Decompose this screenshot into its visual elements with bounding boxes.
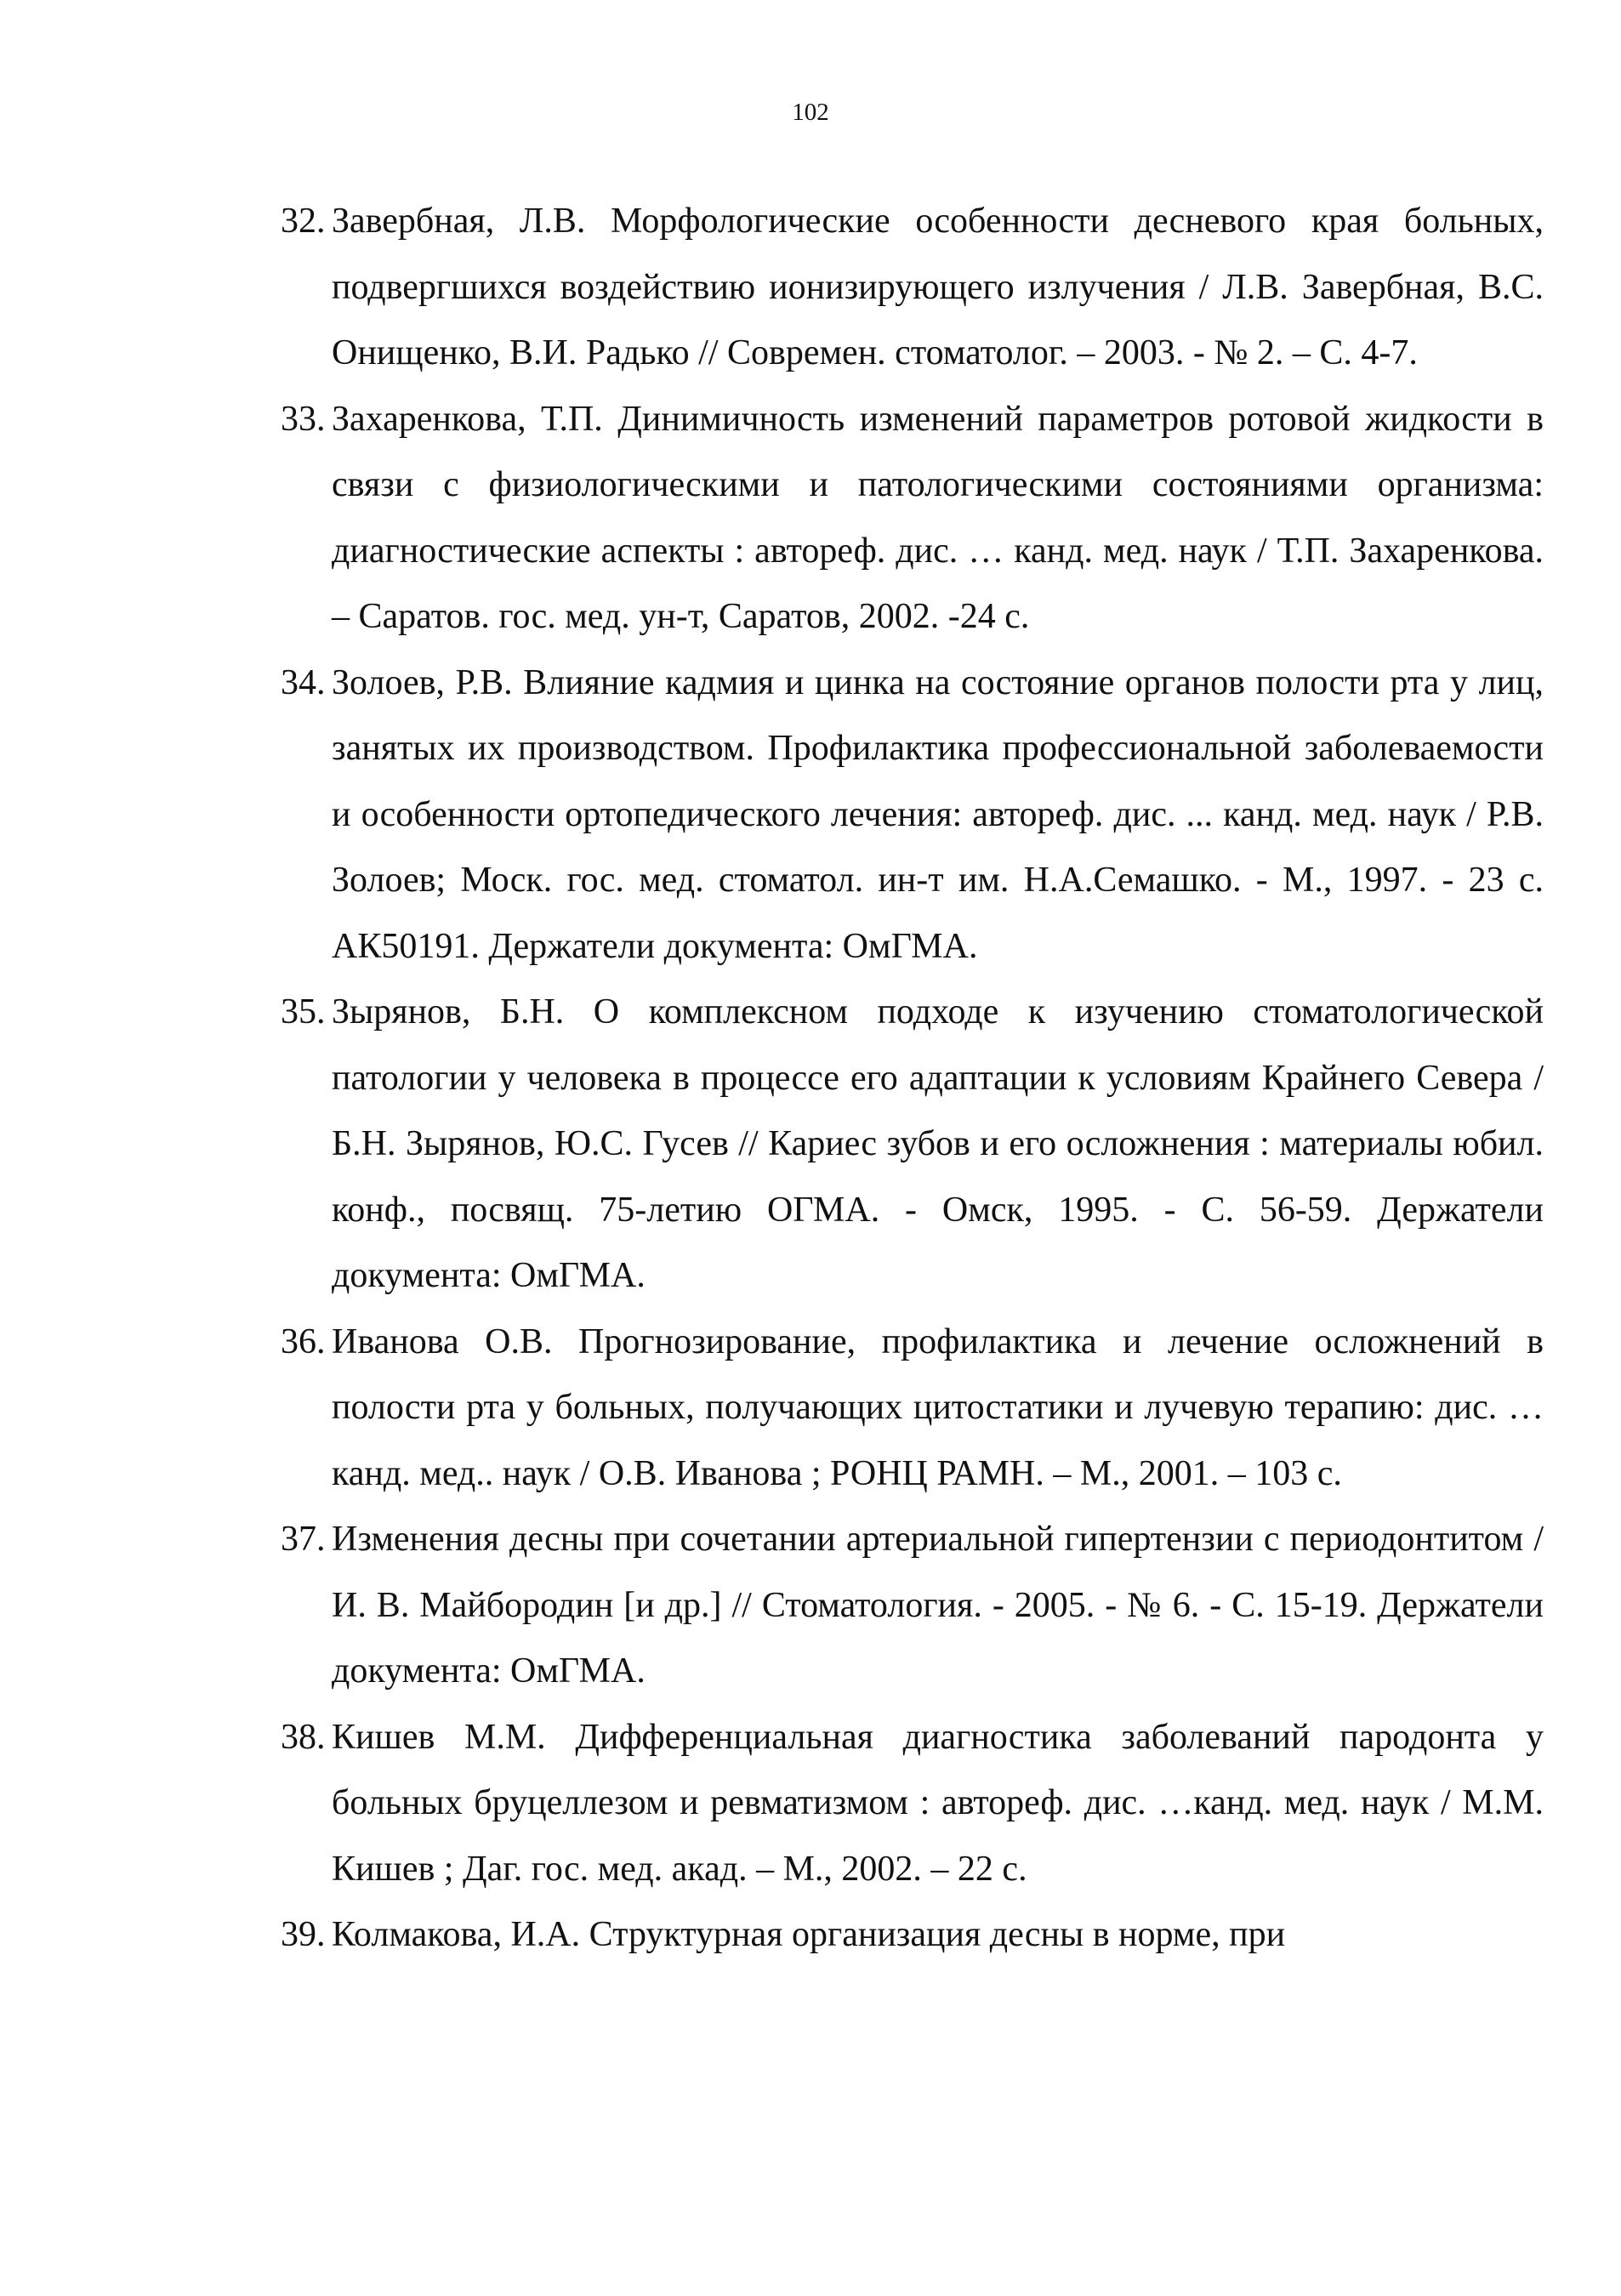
- reference-number: 36.: [281, 1321, 326, 1361]
- reference-text: Зырянов, Б.Н. О комплексном подходе к изучению стоматологической патологии у человека в процессе его адаптации к условиям Крайнего Севера / Б.Н. Зырянов, Ю.С. Гусев // Кариес зубов и его осложнения : материалы юбил. конф., посвящ. 75-летию ОГМА. - Омск, 1995. - С. 56-59. Держатели документа: ОмГМА.: [332, 992, 1544, 1295]
- reference-item: [281, 387, 1544, 651]
- reference-number: 32.: [281, 202, 326, 241]
- reference-item: [281, 1310, 1544, 1508]
- reference-text: Золоев, Р.В. Влияние кадмия и цинка на состояние органов полости рта у лиц, занятых их производством. Профилактика профессиональной заболеваемости и особенности ортопедического лечения: автореф. дис. ... канд. мед. наук / Р.В. Золоев; Моск. гос. мед. стоматол. ин-т им. Н.А.Семашко. - М., 1997. - 23 с. АК50191. Держатели документа: ОмГМА.: [332, 662, 1544, 966]
- reference-text: Захаренкова, Т.П. Динимичность изменений параметров ротовой жидкости в связи с физиологическими и патологическими состояниями организма: диагностические аспекты : автореф. дис. … канд. мед. наук / Т.П. Захаренкова. – Саратов. гос. мед. ун-т, Саратов, 2002. -24 с.: [332, 399, 1544, 636]
- reference-text: Кишев М.М. Дифференциальная диагностика заболеваний пародонта у больных бруцеллезом и ревматизмом : автореф. дис. …канд. мед. наук / М.М. Кишев ; Даг. гос. мед. акад. – М., 2002. – 22 с.: [332, 1717, 1544, 1889]
- reference-item: [281, 1507, 1544, 1705]
- reference-item: [281, 980, 1544, 1310]
- reference-text: Иванова О.В. Прогнозирование, профилактика и лечение осложнений в полости рта у больных, получающих цитостатики и лучевую терапию: дис. … канд. мед.. наук / О.В. Иванова ; РОНЦ РАМН. – М., 2001. – 103 с.: [332, 1321, 1544, 1493]
- reference-number: 33.: [281, 399, 326, 439]
- reference-number: 38.: [281, 1717, 326, 1757]
- reference-list: [281, 189, 1544, 1969]
- reference-text: Изменения десны при сочетании артериальной гипертензии с периодонтитом / И. В. Майбородин [и др.] // Стоматология. - 2005. - № 6. - С. 15-19. Держатели документа: ОмГМА.: [332, 1520, 1544, 1691]
- reference-number: 34.: [281, 662, 326, 702]
- reference-item: [281, 189, 1544, 387]
- reference-item: [281, 651, 1544, 980]
- reference-text: Завербная, Л.В. Морфологические особенности десневого края больных, подвергшихся воздействию ионизирующего излучения / Л.В. Завербная, В.С. Онищенко, В.И. Радько // Современ. стоматолог. – 2003. - № 2. – С. 4-7.: [332, 202, 1544, 372]
- reference-item: [281, 1705, 1544, 1903]
- reference-item: [281, 1902, 1544, 1969]
- reference-number: 37.: [281, 1520, 326, 1559]
- reference-number: 39.: [281, 1915, 326, 1954]
- reference-text: Колмакова, И.А. Структурная организация десны в норме, при: [332, 1915, 1286, 1954]
- page-number: 102: [792, 99, 829, 126]
- reference-number: 35.: [281, 992, 326, 1031]
